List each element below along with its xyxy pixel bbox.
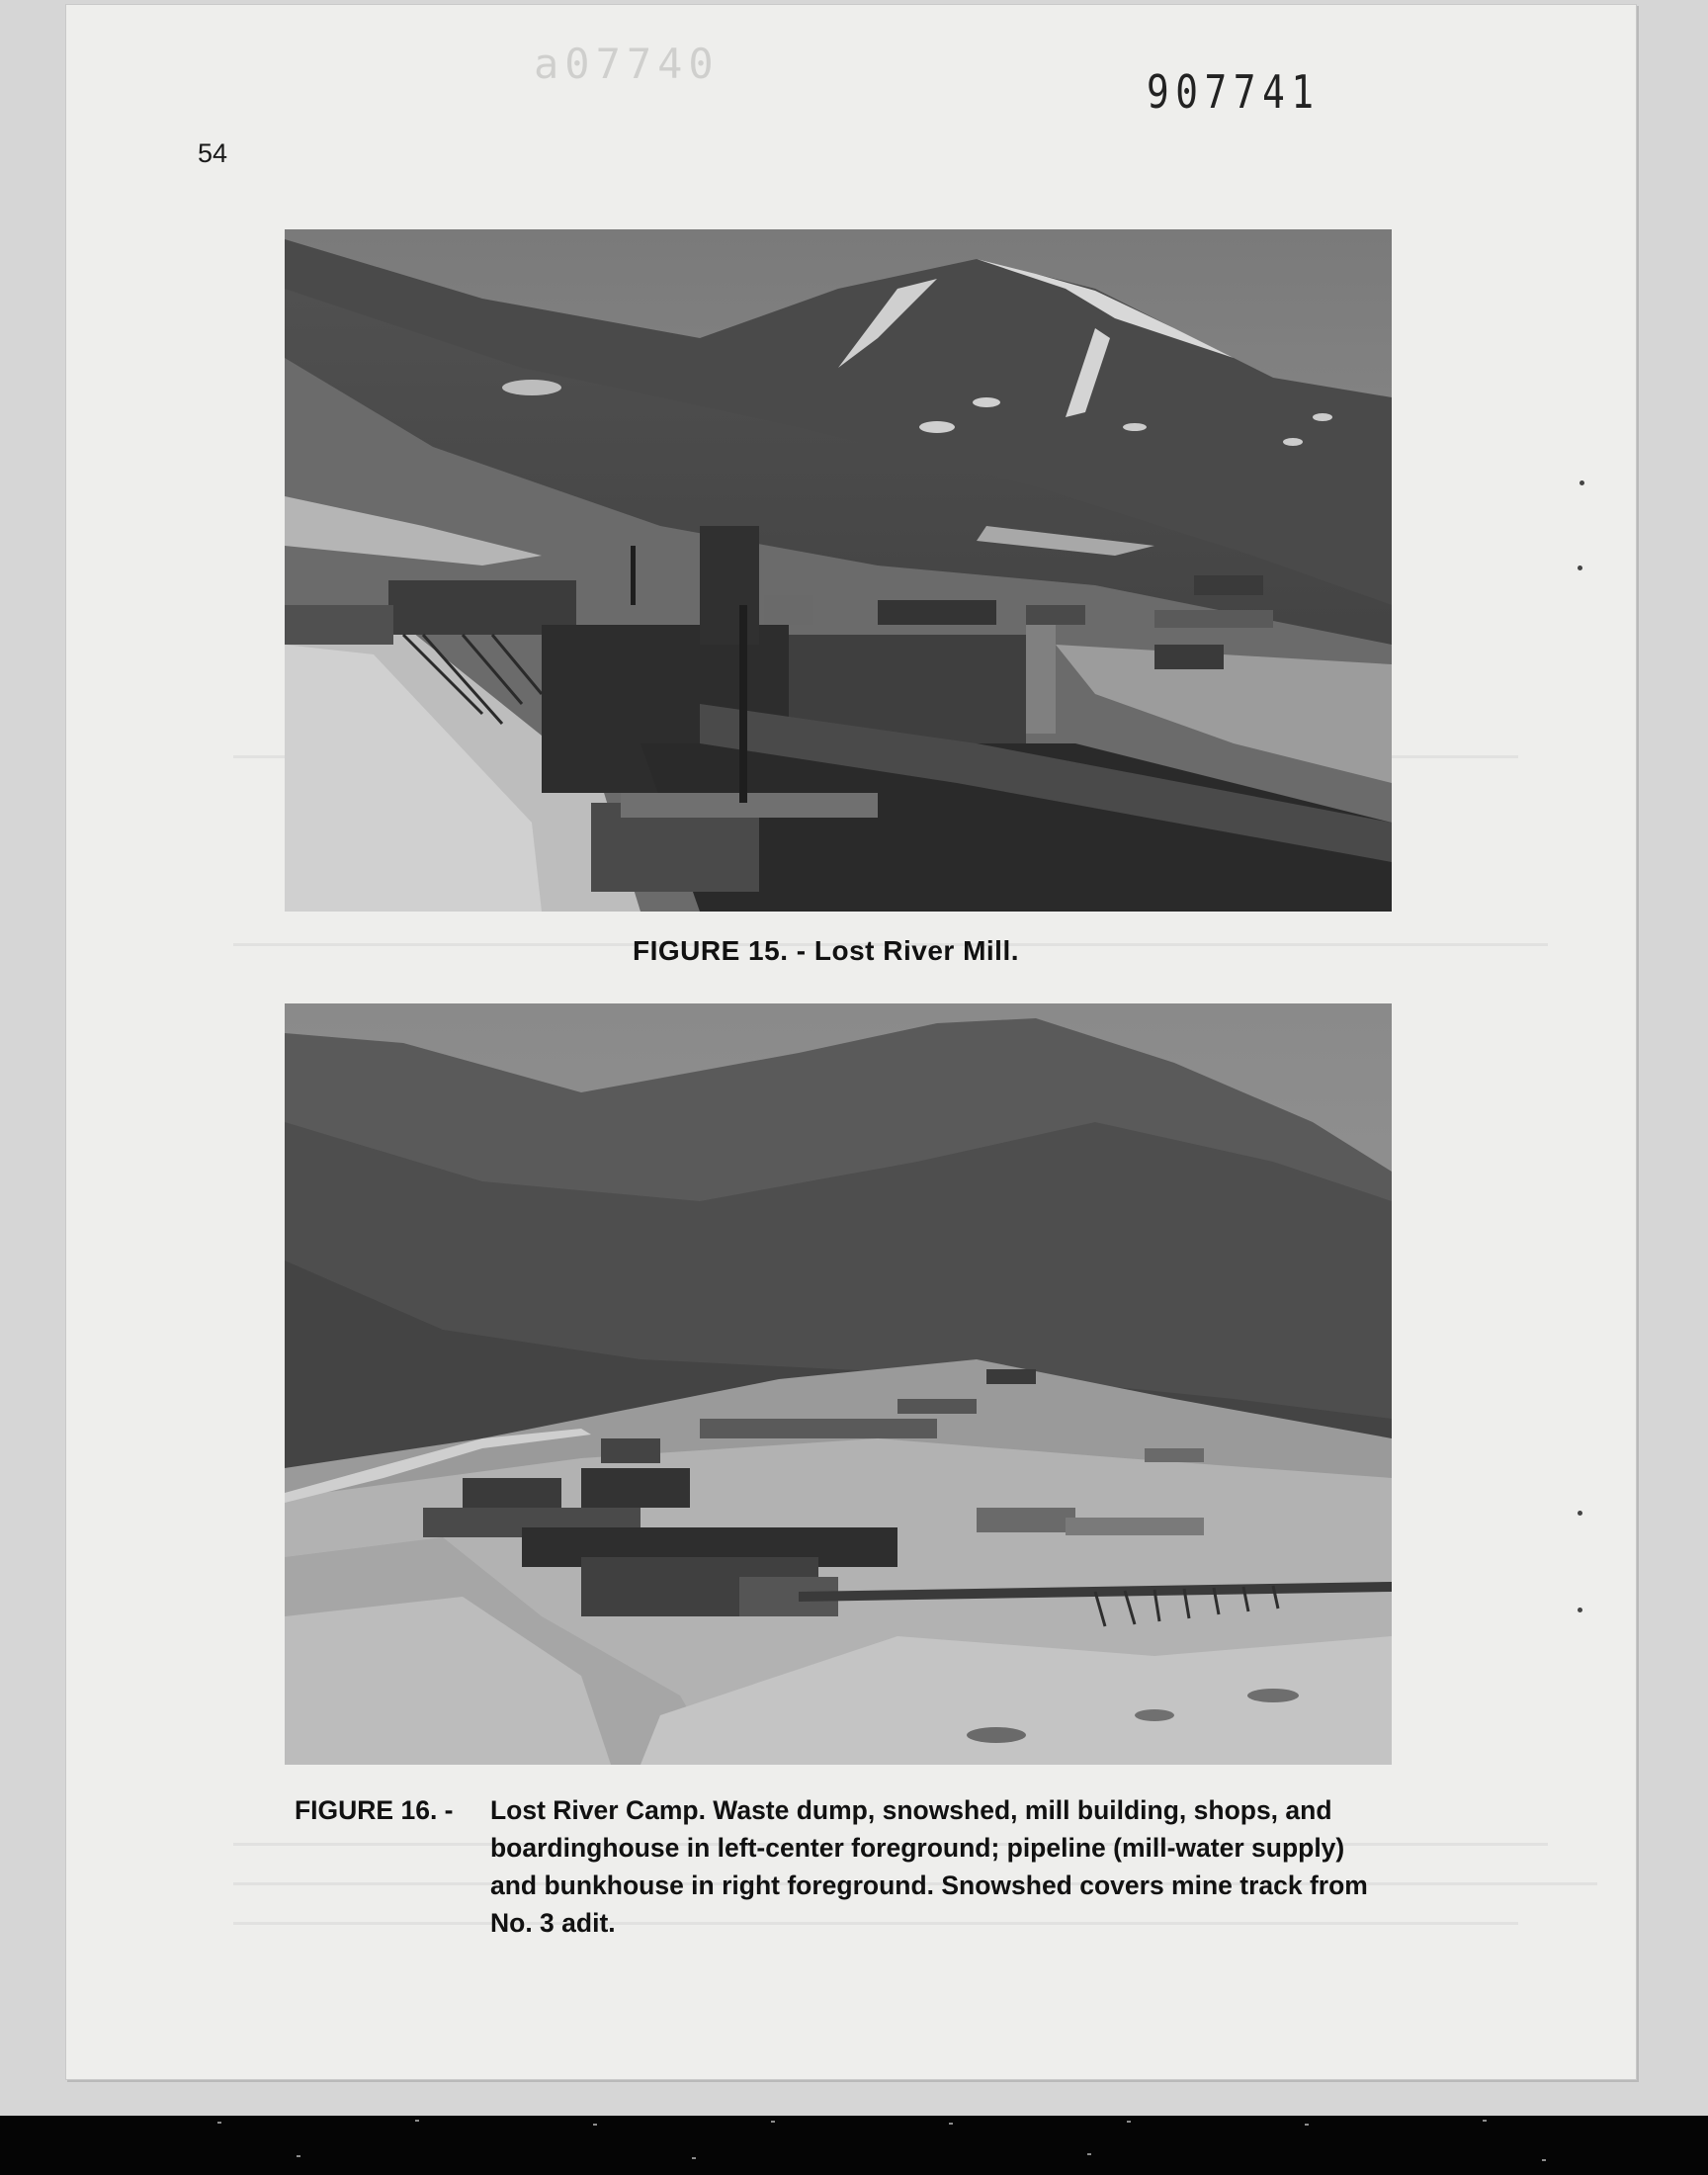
mill-photo-graphic <box>285 229 1392 912</box>
scan-tick <box>1305 2124 1309 2126</box>
figure-16-caption-label: FIGURE 16. - <box>295 1795 454 1825</box>
page-number: 54 <box>198 138 228 168</box>
figure-15-caption: FIGURE 15. - Lost River Mill. <box>633 935 1020 966</box>
scan-tick <box>1087 2153 1091 2155</box>
scan-speck <box>1578 1511 1582 1516</box>
bleed-through-number: a07740 <box>534 40 720 88</box>
scan-tick <box>415 2120 419 2122</box>
scan-tick <box>949 2123 953 2125</box>
scan-tick <box>1542 2159 1546 2161</box>
scan-speck <box>1578 1608 1582 1612</box>
figure-16-photo <box>285 1003 1392 1765</box>
scan-tick <box>217 2122 221 2124</box>
document-number: 907741 <box>1147 65 1321 119</box>
scan-tick <box>1483 2120 1487 2122</box>
scan-tick <box>771 2121 775 2123</box>
figure-16-caption-text: Lost River Camp. Waste dump, snowshed, mill building, shops, and boardinghouse in left-center foreground; pipeline (mill-water supply) and bunkhouse in right foreground. Snowshed covers mine track from No. 3 adit. <box>490 1795 1368 1938</box>
scan-speck <box>1580 480 1584 485</box>
document-page <box>65 4 1637 2080</box>
figure-15-photo <box>285 229 1392 912</box>
scan-tick <box>297 2155 300 2157</box>
camp-photo-graphic <box>285 1003 1392 1765</box>
scanner-edge-band <box>0 2116 1708 2175</box>
scan-tick <box>692 2157 696 2159</box>
scan-tick <box>1127 2121 1131 2123</box>
scan-speck <box>1578 566 1582 570</box>
scan-tick <box>593 2124 597 2126</box>
